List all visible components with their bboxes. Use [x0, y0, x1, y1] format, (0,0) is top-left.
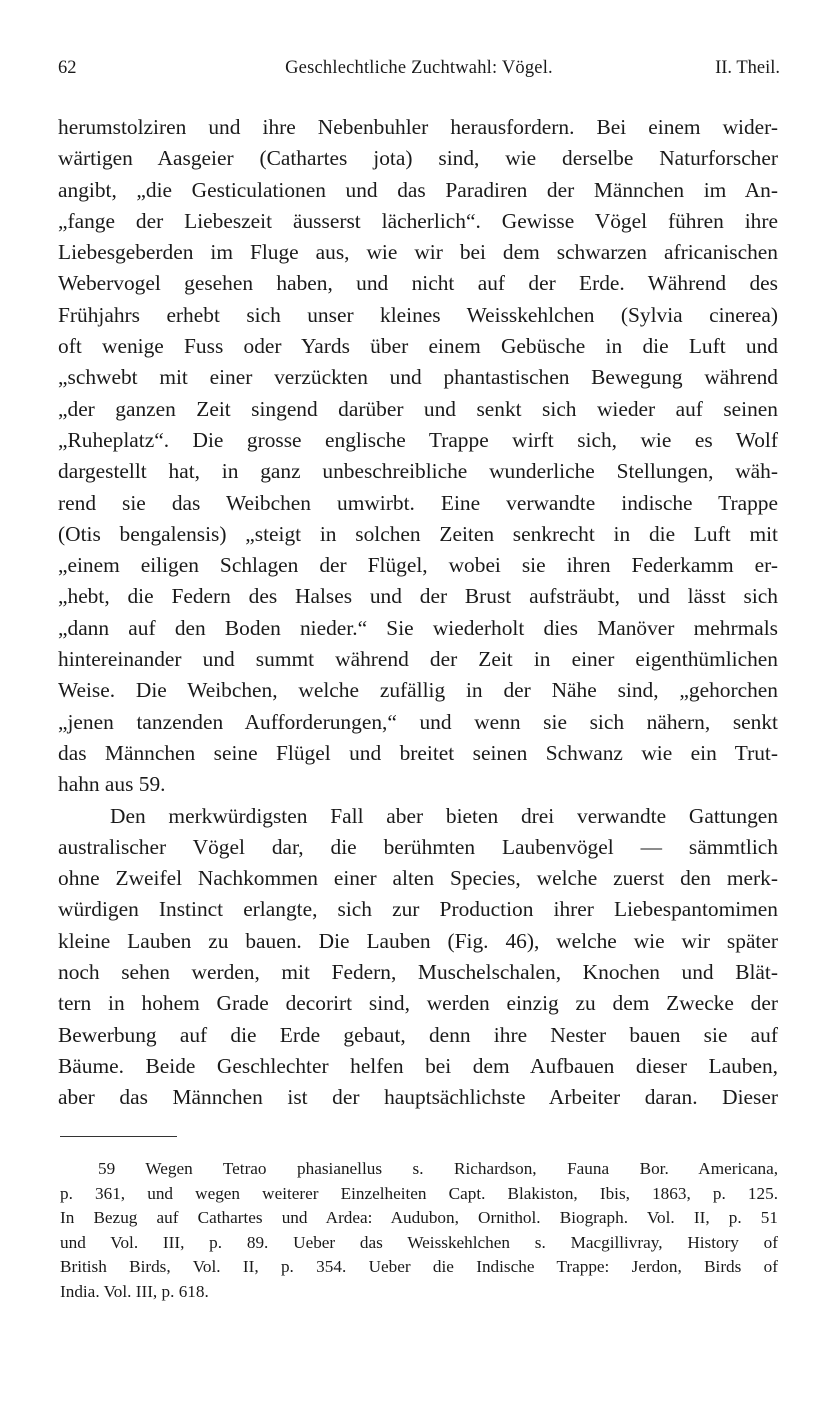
text-line: „jenen tanzenden Aufforderungen,“ und wenn sie sich nähern, senkt: [58, 709, 778, 734]
text-line: würdigen Instinct erlangte, sich zur Production ihrer Liebespantomimen: [58, 897, 778, 922]
text-line: „schwebt mit einer verzückten und phantastischen Bewegung während: [58, 365, 778, 390]
text-line: kleine Lauben zu bauen. Die Lauben (Fig. 46), welche wie wir später: [58, 928, 778, 953]
footnote-line: In Bezug auf Cathartes und Ardea: Audubon, Ornithol. Biograph. Vol. II, p. 51: [60, 1208, 778, 1228]
footnote-line: India. Vol. III, p. 618.: [60, 1281, 209, 1301]
text-line: wärtigen Aasgeier (Cathartes jota) sind, wie derselbe Naturforscher: [58, 146, 778, 171]
body-text: [58, 112, 778, 1114]
footnote-rule: [60, 1136, 177, 1137]
text-line: Webervogel gesehen haben, und nicht auf der Erde. Während des: [58, 271, 778, 296]
text-line: „dann auf den Boden nieder.“ Sie wiederholt dies Manöver mehrmals: [58, 615, 778, 640]
text-line: oft wenige Fuss oder Yards über einem Gebüsche in die Luft und: [58, 334, 778, 359]
text-line: Weise. Die Weibchen, welche zufällig in der Nähe sind, „gehorchen: [58, 678, 778, 703]
text-line: das Männchen seine Flügel und breitet seinen Schwanz wie ein Trut-: [58, 740, 778, 765]
text-line: australischer Vögel dar, die berühmten Laubenvögel — sämmtlich: [58, 834, 778, 859]
footnote-line: British Birds, Vol. II, p. 354. Ueber die Indische Trappe: Jerdon, Birds of: [60, 1257, 778, 1277]
footnote-line: p. 361, und wegen weiterer Einzelheiten Capt. Blakiston, Ibis, 1863, p. 125.: [60, 1183, 778, 1203]
text-line: „hebt, die Federn des Halses und der Brust aufsträubt, und lässt sich: [58, 584, 778, 609]
footnotes: [60, 1157, 778, 1305]
text-line: aber das Männchen ist der hauptsächlichste Arbeiter daran. Dieser: [58, 1085, 778, 1110]
text-line: angibt, „die Gesticulationen und das Paradiren der Männchen im An-: [58, 177, 778, 202]
text-line: tern in hohem Grade decorirt sind, werden einzig zu dem Zwecke der: [58, 991, 778, 1016]
page-number: 62: [58, 58, 77, 78]
text-line: ohne Zweifel Nachkommen einer alten Species, welche zuerst den merk-: [58, 866, 778, 891]
footnote-line: und Vol. III, p. 89. Ueber das Weisskehlchen s. Macgillivray, History of: [60, 1232, 778, 1252]
text-line: „Ruheplatz“. Die grosse englische Trappe wirft sich, wie es Wolf: [58, 427, 778, 452]
running-header: [58, 58, 780, 90]
text-line: Den merkwürdigsten Fall aber bieten drei verwandte Gattungen: [110, 803, 778, 828]
text-line: Bewerbung auf die Erde gebaut, denn ihre Nester bauen sie auf: [58, 1022, 778, 1047]
text-line: herumstolziren und ihre Nebenbuhler herausfordern. Bei einem wider-: [58, 115, 778, 139]
text-line: „einem eiligen Schlagen der Flügel, wobei sie ihren Federkamm er-: [58, 553, 778, 578]
running-title: Geschlechtliche Zuchtwahl: Vögel.: [285, 58, 553, 78]
text-line: rend sie das Weibchen umwirbt. Eine verwandte indische Trappe: [58, 490, 778, 515]
part-label: II. Theil.: [715, 58, 780, 78]
footnote-line: 59 Wegen Tetrao phasianellus s. Richardson, Fauna Bor. Americana,: [98, 1159, 778, 1178]
text-line: noch sehen werden, mit Federn, Muschelschalen, Knochen und Blät-: [58, 960, 778, 985]
text-line: „der ganzen Zeit singend darüber und senkt sich wieder auf seinen: [58, 396, 778, 421]
text-line: dargestellt hat, in ganz unbeschreibliche wunderliche Stellungen, wäh-: [58, 459, 778, 484]
text-line: Liebesgeberden im Fluge aus, wie wir bei dem schwarzen africanischen: [58, 240, 778, 265]
text-line: (Otis bengalensis) „steigt in solchen Zeiten senkrecht in die Luft mit: [58, 521, 778, 546]
text-line: hahn aus 59.: [58, 772, 166, 797]
text-line: Frühjahrs erhebt sich unser kleines Weisskehlchen (Sylvia cinerea): [58, 302, 778, 327]
text-line: Bäume. Beide Geschlechter helfen bei dem Aufbauen dieser Lauben,: [58, 1053, 778, 1078]
text-line: „fange der Liebeszeit äusserst lächerlich“. Gewisse Vögel führen ihre: [58, 208, 778, 233]
text-line: hintereinander und summt während der Zeit in einer eigenthümlichen: [58, 647, 778, 672]
